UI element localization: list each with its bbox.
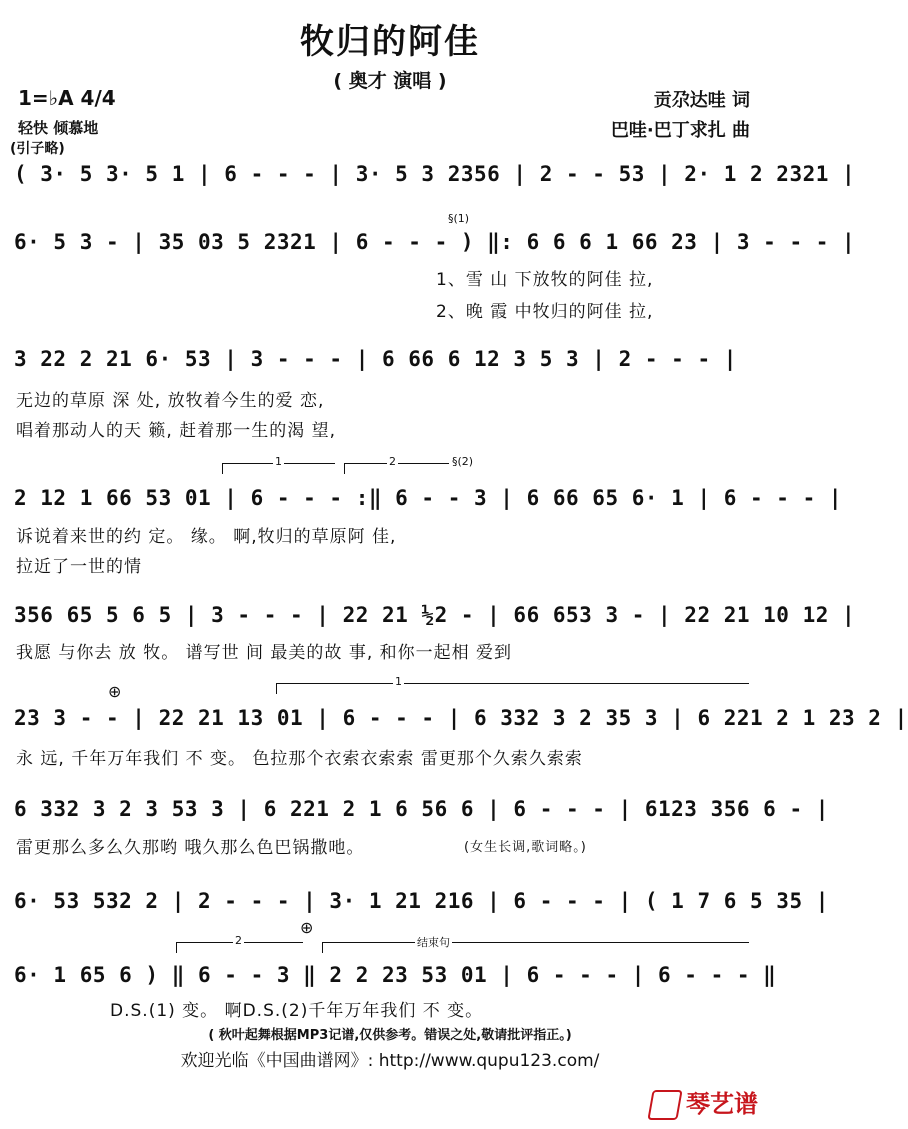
lyric-row-6: 永 远, 千年万年我们 不 变。 色拉那个衣索衣索索 雷更那个久索久索索 bbox=[16, 749, 583, 769]
volta-bracket-1: 1 bbox=[222, 463, 335, 474]
site-link[interactable]: 欢迎光临《中国曲谱网》: http://www.qupu123.com/ bbox=[180, 1051, 600, 1071]
notation-row-6: 23 3 - - | 22 21 13 01 | 6 - - - | 6 332 3 2 35 3 | 6 221 2 1 23 2 | bbox=[14, 706, 908, 730]
lyric-row-9: D.S.(1) 变。 啊D.S.(2)千年万年我们 不 变。 bbox=[110, 1001, 484, 1021]
lyric-row-4-verse-1: 诉说着来世的约 定。 缘。 啊,牧归的草原阿 佳, bbox=[16, 527, 397, 547]
lyric-row-3-verse-1: 无边的草原 深 处, 放牧着今生的爱 恋, bbox=[16, 391, 325, 411]
notation-row-9: 6· 1 65 6 ) ‖ 6 - - 3 ‖ 2 2 23 53 01 | 6 - - - | 6 - - - ‖ bbox=[14, 963, 777, 987]
notation-row-4: 2 12 1 66 53 01 | 6 - - - :‖ 6 - - 3 | 6 66 65 6· 1 | 6 - - - | bbox=[14, 486, 843, 510]
notation-row-5: 356 65 5 6 5 | 3 - - - | 22 21 ½2 - | 66 653 3 - | 22 21 10 12 | bbox=[14, 603, 856, 627]
notation-row-2: 6· 5 3 - | 35 03 5 2321 | 6 - - - ) ‖: 6 6 6 1 66 23 | 3 - - - | bbox=[14, 230, 856, 254]
lyric-row-3-verse-2: 唱着那动人的天 籁, 赶着那一生的渴 望, bbox=[16, 421, 337, 441]
volta-bracket-4: 2 bbox=[176, 942, 303, 953]
notation-row-3: 3 22 2 21 6· 53 | 3 - - - | 6 66 6 12 3 5 3 | 2 - - - | bbox=[14, 347, 737, 371]
watermark-logo: 琴艺谱 bbox=[650, 1084, 758, 1120]
intro-note: (引子略) bbox=[10, 141, 65, 157]
notation-row-1: ( 3· 5 3· 5 1 | 6 - - - | 3· 5 3 2356 | 2 - - 53 | 2· 1 2 2321 | bbox=[14, 162, 856, 186]
song-title: 牧归的阿佳 bbox=[300, 22, 480, 62]
notation-row-8: 6· 53 532 2 | 2 - - - | 3· 1 21 216 | 6 - - - | ( 1 7 6 5 35 | bbox=[14, 889, 829, 913]
transcriber-note: ( 秋叶起舞根据MP3记谱,仅供参考。错误之处,敬请批评指正。) bbox=[208, 1028, 572, 1043]
singer-credit: ( 奥才 演唱 ) bbox=[333, 70, 447, 92]
segno-mark-2: §(2) bbox=[452, 455, 474, 468]
lyric-row-5: 我愿 与你去 放 牧。 谱写世 间 最美的故 事, 和你一起相 爱到 bbox=[16, 643, 513, 663]
volta-bracket-3: 1 bbox=[276, 683, 749, 694]
volta-bracket-2: 2 bbox=[344, 463, 449, 474]
volta-bracket-ending: 结束句 bbox=[322, 942, 749, 953]
lyricist-credit: 贡尕达哇 词 bbox=[653, 90, 750, 111]
notation-row-7: 6 332 3 2 3 53 3 | 6 221 2 1 6 56 6 | 6 - - - | 6123 356 6 - | bbox=[14, 797, 829, 821]
coda-mark-2: ⊕ bbox=[300, 918, 314, 937]
composer-credit: 巴哇·巴丁求扎 曲 bbox=[610, 120, 750, 141]
lyric-row-2-verse-2: 2、晚 霞 中牧归的阿佳 拉, bbox=[436, 302, 654, 322]
lyric-row-2-verse-1: 1、雪 山 下放牧的阿佳 拉, bbox=[436, 270, 654, 290]
key-signature: 1=♭A 4/4 bbox=[18, 86, 116, 110]
tempo-marking: 轻快 倾慕地 bbox=[18, 119, 99, 137]
coda-mark-1: ⊕ bbox=[108, 682, 122, 701]
lyric-row-4-verse-2: 拉近了一世的情 bbox=[16, 557, 142, 577]
aside-note: (女生长调,歌词略。) bbox=[464, 840, 587, 855]
lyric-row-7: 雷更那么多么久那哟 哦久那么色巴锅撒吔。 bbox=[16, 838, 365, 858]
logo-icon bbox=[647, 1090, 682, 1120]
segno-mark-1: §(1) bbox=[448, 212, 470, 225]
